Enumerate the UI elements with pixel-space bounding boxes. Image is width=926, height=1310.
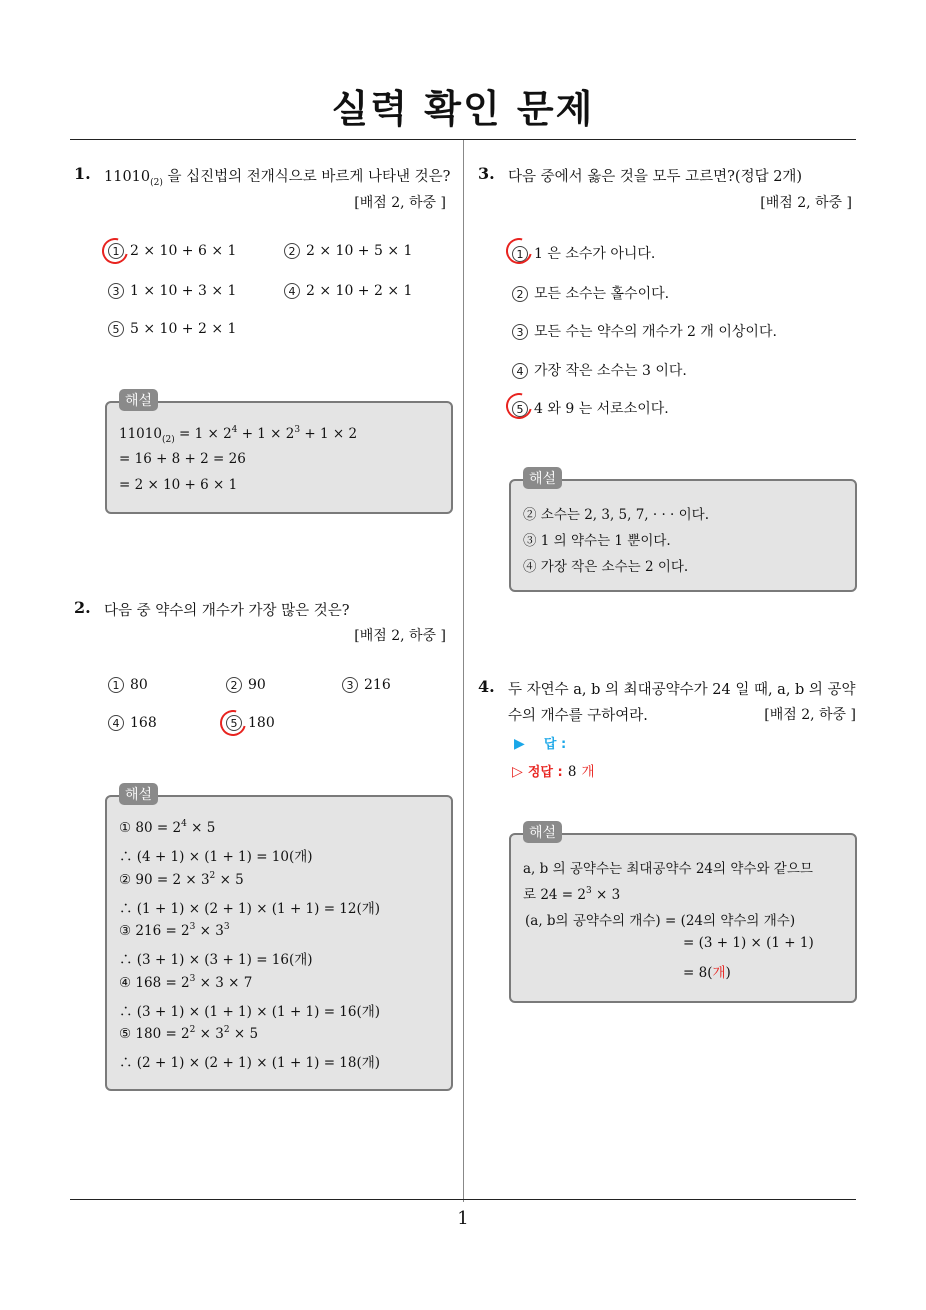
selected-mark <box>501 233 537 269</box>
q2-explain-line-7: ④ $168 = 2^3 \times 3 \times 7$ <box>119 974 253 991</box>
q1-explain-tag: 해설 <box>119 389 158 411</box>
q3-explanation-box <box>509 479 857 592</box>
option-text: 4 와 9 는 서로소이다. <box>534 401 669 417</box>
option-number: 4 <box>512 363 528 379</box>
q4-meta: [배점 2, 하중 ] <box>764 707 856 723</box>
selected-mark <box>501 388 537 424</box>
selected-mark <box>97 233 133 269</box>
q3-option-2[interactable] <box>512 283 669 303</box>
option-number: 4 <box>284 283 300 299</box>
column-divider <box>463 140 464 1202</box>
q2-explain-line-6: ∴ (3 + 1) × (3 + 1) = 16(개) <box>119 952 313 968</box>
q4-explain-tag: 해설 <box>523 821 562 843</box>
q4-explanation-box <box>509 833 857 1003</box>
option-text: 216 <box>364 677 391 693</box>
answer-label: 답 : <box>543 737 567 752</box>
q1-option-4[interactable] <box>284 283 412 299</box>
q4-explain-line-2: 로 $24 = 2^3 \times 3$ <box>523 886 621 903</box>
option-number: 1 <box>108 677 124 693</box>
page-number: 1 <box>457 1208 469 1229</box>
footer-divider <box>70 1199 856 1200</box>
q2-number: 2. <box>74 598 91 617</box>
outline-play-icon: ▷ <box>512 764 523 780</box>
q2-explain-line-8: ∴ (3 + 1) × (1 + 1) × (1 + 1) = 16(개) <box>119 1004 381 1020</box>
q2-option-2[interactable] <box>226 677 266 693</box>
q2-explain-line-3: ② $90 = 2 \times 3^2 \times 5$ <box>119 871 244 888</box>
q3-explain-line-1: ② 소수는 2, 3, 5, 7, · · · 이다. <box>523 507 710 523</box>
q1-meta: [배점 2, 하중 ] <box>354 195 446 211</box>
q3-explain-tag: 해설 <box>523 467 562 489</box>
q3-number: 3. <box>478 164 495 183</box>
q4-question-line-2: 수의 개수를 구하여라. <box>508 708 648 724</box>
q3-option-1[interactable] <box>512 243 655 263</box>
option-number: 2 <box>512 286 528 302</box>
correct-value: 8 <box>567 764 577 780</box>
option-number: 1 <box>512 246 528 262</box>
q2-meta: [배점 2, 하중 ] <box>354 628 446 644</box>
q2-explain-line-2: ∴ (4 + 1) × (1 + 1) = 10(개) <box>119 849 313 865</box>
q2-explain-line-1: ① $80 = 2^4 \times 5$ <box>119 819 216 836</box>
option-number: 5 <box>512 401 528 417</box>
q3-option-4[interactable] <box>512 360 687 380</box>
q2-explain-tag: 해설 <box>119 783 158 805</box>
q1-option-2[interactable] <box>284 243 412 259</box>
option-number: 4 <box>108 715 124 731</box>
q2-explain-line-10: ∴ (2 + 1) × (2 + 1) × (1 + 1) = 18(개) <box>119 1055 381 1071</box>
correct-unit: 개 <box>581 764 595 780</box>
option-text: 80 <box>130 677 148 693</box>
play-icon: ▶ <box>514 736 525 752</box>
q2-explain-line-9: ⑤ $180 = 2^2 \times 3^2 \times 5$ <box>119 1025 259 1042</box>
selected-mark <box>215 705 251 741</box>
q2-question: 다음 중 약수의 개수가 가장 많은 것은? <box>104 603 350 619</box>
option-text: 모든 소수는 홀수이다. <box>534 286 670 302</box>
option-text: 1 은 소수가 아니다. <box>534 246 656 262</box>
option-text: 모든 수는 약수의 개수가 2 개 이상이다. <box>534 324 777 340</box>
q4-explain-line-3: (a, b의 공약수의 개수) = (24의 약수의 개수) <box>525 913 796 929</box>
q1-number: 1. <box>74 164 91 183</box>
option-number: 1 <box>108 243 124 259</box>
option-text: 180 <box>248 715 275 731</box>
q2-option-1[interactable] <box>108 677 148 693</box>
q4-answer-row[interactable] <box>514 733 566 752</box>
q1-option-5[interactable] <box>108 321 236 337</box>
correct-label: 정답 : <box>527 765 563 780</box>
q4-explain-line-5: = 8(개) <box>683 965 731 981</box>
option-text: 1 × 10 + 3 × 1 <box>130 283 237 299</box>
option-number: 5 <box>226 715 242 731</box>
q1-explain-line-1: $11010_{(2)} = 1 \times 2^4 + 1 \times 2^3 + 1 \times 2$ <box>119 425 358 445</box>
q1-explain-line-2: = 16 + 8 + 2 = 26 <box>119 451 246 467</box>
q2-explain-line-4: ∴ (1 + 1) × (2 + 1) × (1 + 1) = 12(개) <box>119 901 381 917</box>
q3-option-5[interactable] <box>512 398 669 418</box>
q1-question <box>104 165 450 188</box>
q4-explain-line-1: a, b 의 공약수는 최대공약수 24의 약수와 같으므 <box>523 861 813 877</box>
q4-question-line-1: 두 자연수 a, b 의 최대공약수가 24 일 때, a, b 의 공약 <box>508 682 856 698</box>
q1-explain-line-3: = 2 × 10 + 6 × 1 <box>119 477 238 493</box>
q3-explain-line-2: ③ 1 의 약수는 1 뿐이다. <box>523 533 671 549</box>
q4-number: 4. <box>478 677 495 696</box>
option-text: 5 × 10 + 2 × 1 <box>130 321 237 337</box>
q2-explain-line-5: ③ $216 = 2^3 \times 3^3$ <box>119 922 230 939</box>
q3-explain-line-3: ④ 가장 작은 소수는 2 이다. <box>523 559 689 575</box>
option-number: 3 <box>342 677 358 693</box>
option-number: 2 <box>284 243 300 259</box>
q3-option-3[interactable] <box>512 321 777 341</box>
q1-text-a: 11010 <box>104 169 151 185</box>
q4-explain-line-4: = (3 + 1) × (1 + 1) <box>683 935 814 951</box>
option-text: 168 <box>130 715 157 731</box>
q3-question: 다음 중에서 옳은 것을 모두 고르면?(정답 2개) <box>508 169 803 185</box>
q2-option-3[interactable] <box>342 677 391 693</box>
q4-correct-row <box>512 760 595 780</box>
q3-meta: [배점 2, 하중 ] <box>760 195 852 211</box>
option-number: 3 <box>108 283 124 299</box>
option-text: 가장 작은 소수는 3 이다. <box>534 363 687 379</box>
q2-option-4[interactable] <box>108 715 157 731</box>
option-text: 2 × 10 + 6 × 1 <box>130 243 237 259</box>
q1-option-3[interactable] <box>108 283 236 299</box>
page-title: 실력 확인 문제 <box>331 87 595 131</box>
q2-explanation-box <box>105 795 453 1091</box>
option-text: 2 × 10 + 2 × 1 <box>306 283 413 299</box>
option-text: 90 <box>248 677 266 693</box>
q1-text-sub: (2) <box>150 178 163 188</box>
q1-text-b: 을 십진법의 전개식으로 바르게 나타낸 것은? <box>162 169 451 185</box>
option-number: 5 <box>108 321 124 337</box>
option-number: 2 <box>226 677 242 693</box>
option-number: 3 <box>512 324 528 340</box>
q1-explanation-box <box>105 401 453 514</box>
option-text: 2 × 10 + 5 × 1 <box>306 243 413 259</box>
